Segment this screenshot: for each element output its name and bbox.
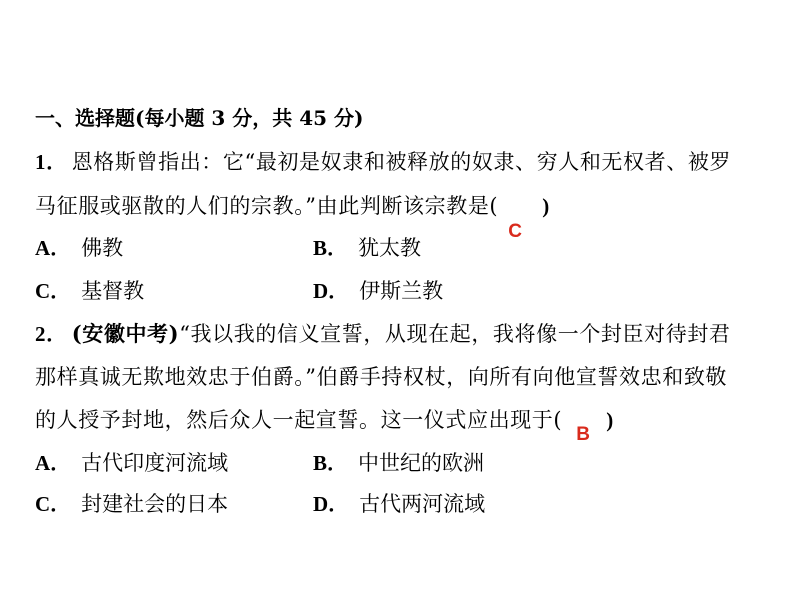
option-text: 伊斯兰教 [359,279,444,303]
question-2-option-b [313,449,484,477]
question-1-text-line-1: 恩格斯曾指出：它“最初是奴隶和被释放的奴隶、穷人和无权者、被罗 [71,150,732,174]
option-text: 古代印度河流域 [81,451,229,475]
option-letter: B． [313,236,349,260]
section-heading: 一、选择题(每小题 3 分，共 45 分) [35,106,364,130]
option-letter: A． [35,236,72,260]
question-1-option-a [35,234,123,262]
question-2-line-3 [35,406,614,445]
option-letter: D． [313,279,350,303]
option-letter: C． [35,279,72,303]
option-letter: B． [313,451,349,475]
option-text: 中世纪的欧洲 [358,451,485,475]
question-1-option-b [313,234,421,262]
question-1-paren-close: ) [542,194,550,218]
question-1-line-1 [35,148,731,176]
question-2-paren-close: ) [606,408,614,432]
question-1-option-c [35,277,144,305]
question-2-answer: B [576,424,591,445]
option-text: 犹太教 [358,236,422,260]
question-2-option-d [313,490,485,518]
option-letter: A． [35,451,72,475]
question-2-source: (安徽中考) [71,321,180,346]
option-letter: C． [35,492,72,516]
question-2-line-1 [35,320,731,348]
question-1-number: 1． [35,150,68,174]
question-2-text-line-1: “我以我的信义宣誓，从现在起，我将像一个封臣对待封君 [179,322,731,346]
option-text: 封建社会的日本 [81,492,229,516]
question-2-text-line-2: 那样真诚无欺地效忠于伯爵。”伯爵手持权杖，向所有向他宣誓效忠和致敬 [35,365,728,389]
option-text: 基督教 [81,279,145,303]
option-letter: D． [313,492,350,516]
question-1-line-2 [35,192,550,242]
option-text: 佛教 [81,236,124,260]
question-1-option-d [313,277,443,305]
question-1-text-line-2: 马征服或驱散的人们的宗教。”由此判断该宗教是( [35,194,499,218]
question-2-number: 2． [35,322,68,346]
question-2-option-c [35,490,228,518]
option-text: 古代两河流域 [359,492,486,516]
question-2-text-line-3: 的人授予封地，然后众人一起宣誓。这一仪式应出现于( [35,408,563,432]
question-2-line-2 [35,363,727,391]
question-2-option-a [35,449,228,477]
question-1-answer: C [508,221,523,242]
